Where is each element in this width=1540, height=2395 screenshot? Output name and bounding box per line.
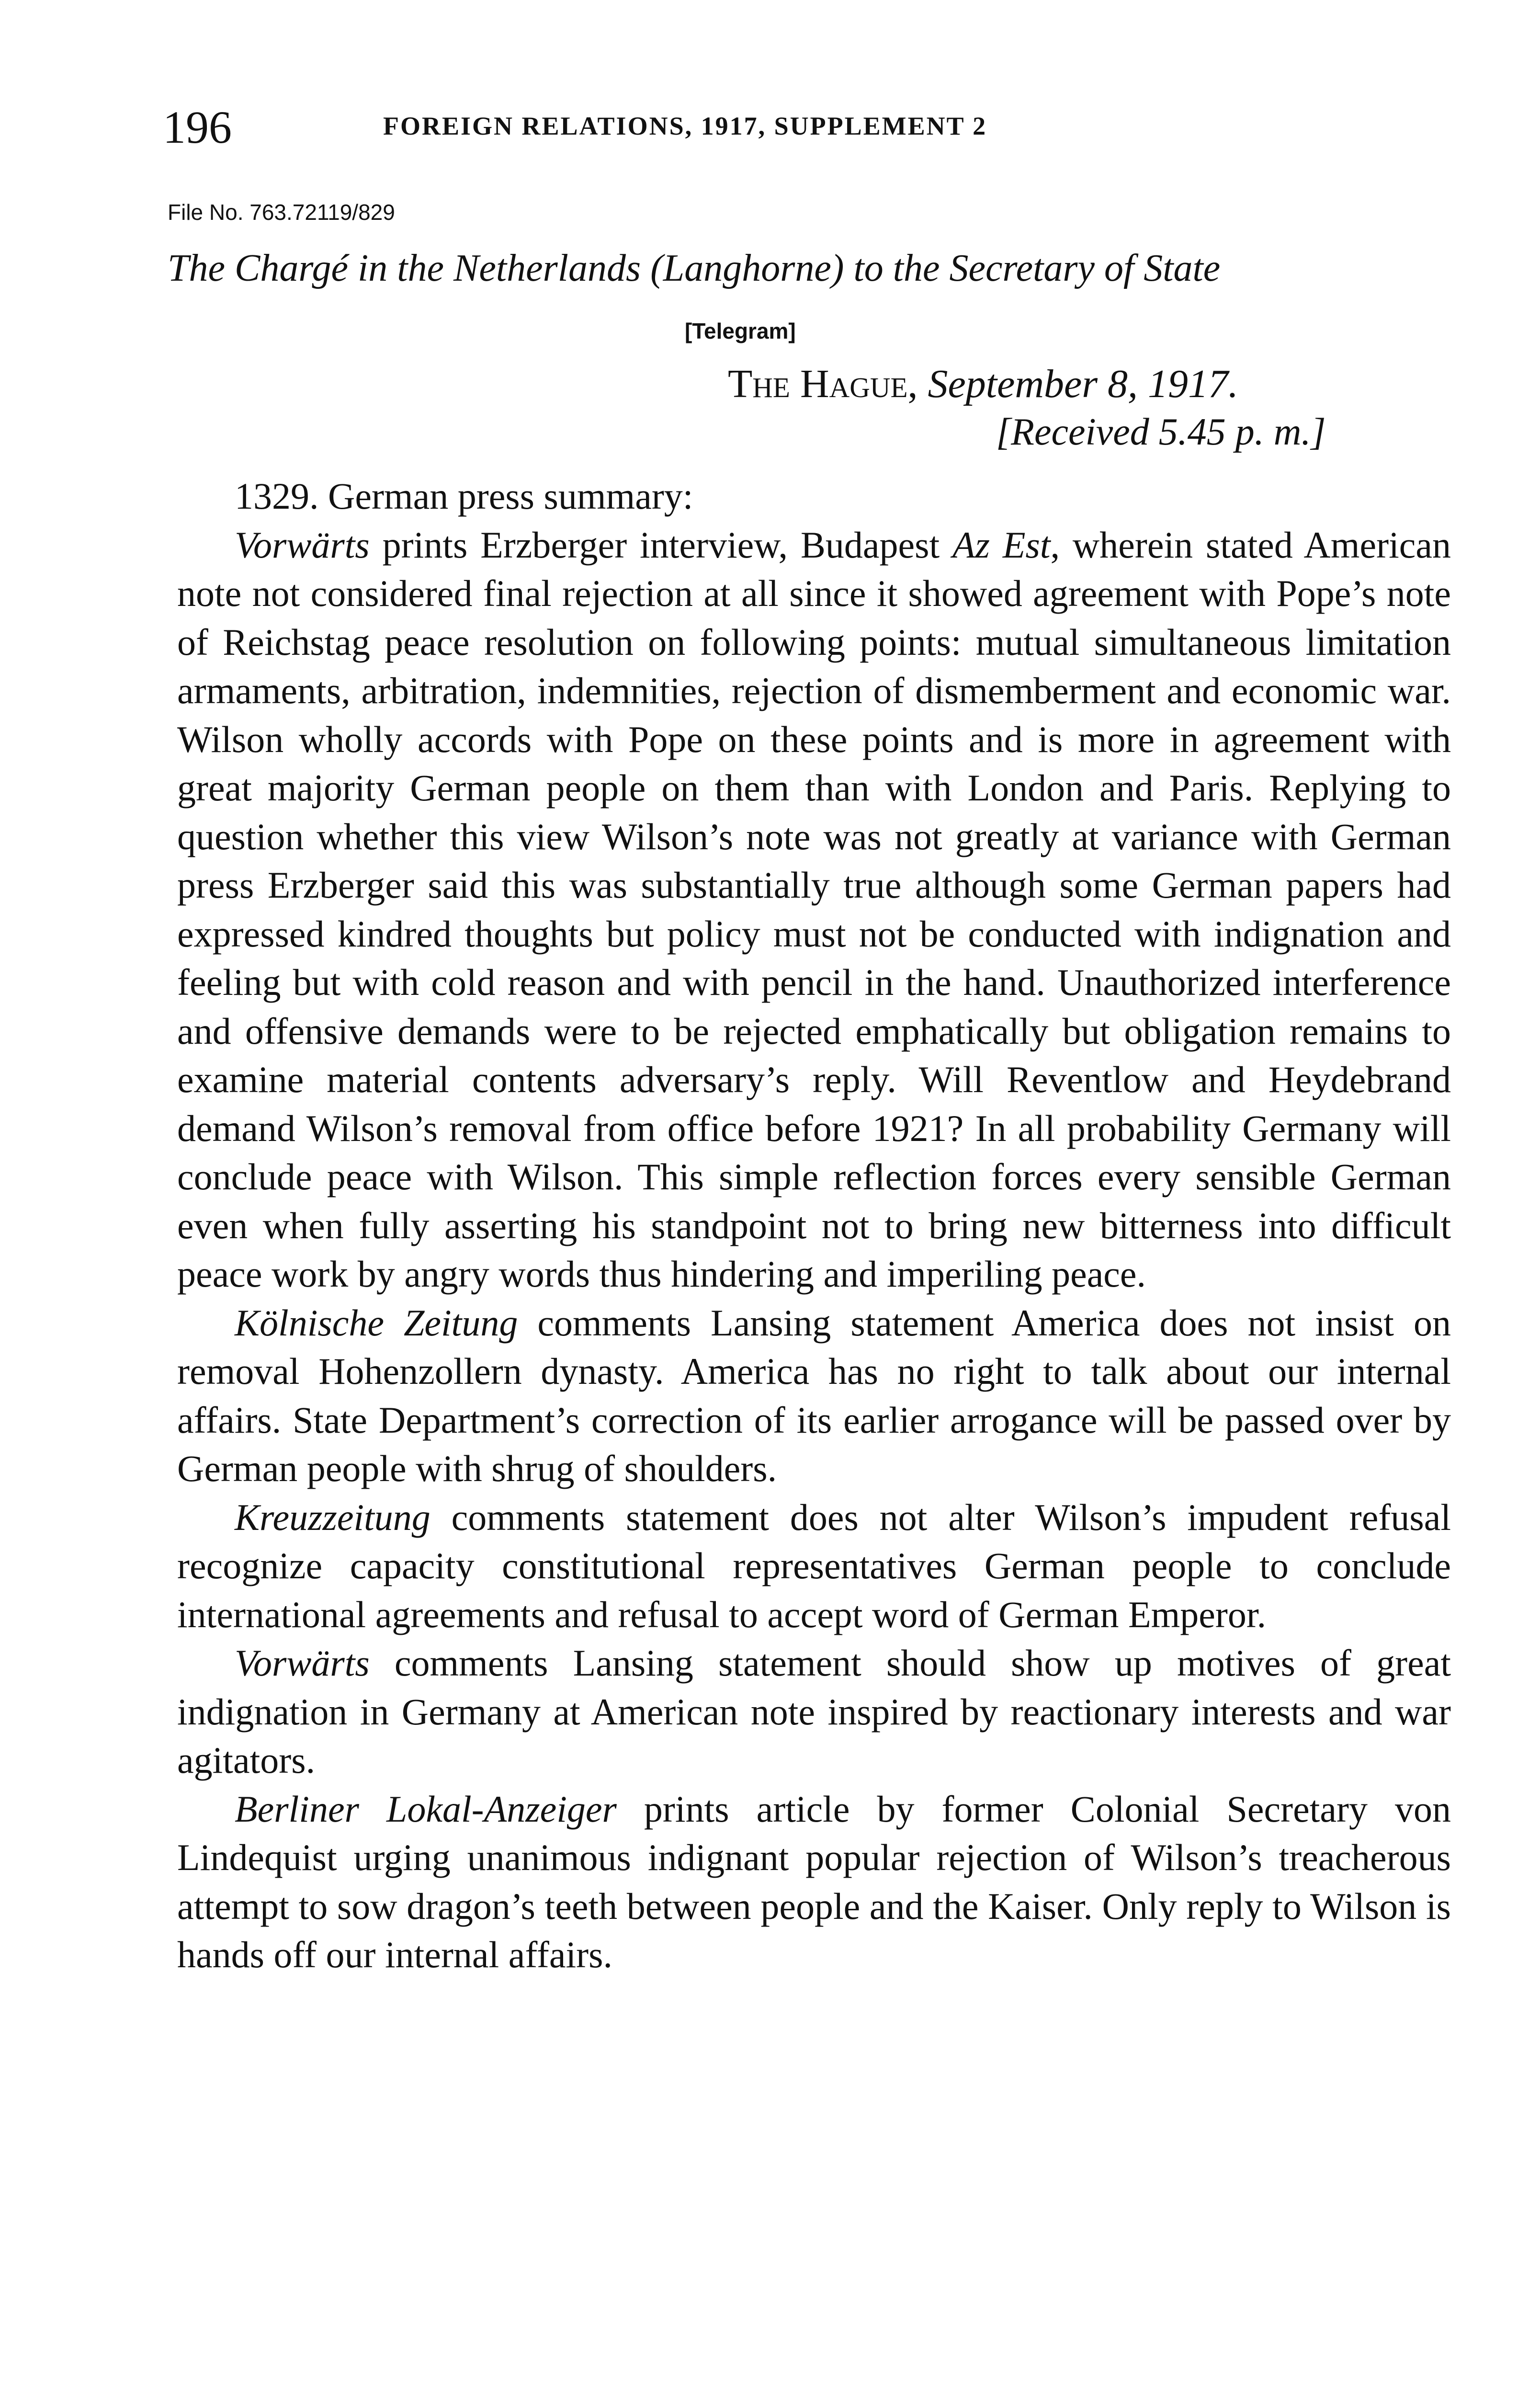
publication-name: Kreuzzeitung bbox=[235, 1496, 430, 1538]
publication-name: Vorwärts bbox=[235, 524, 370, 566]
paragraph-berliner-lokal-anzeiger bbox=[177, 1785, 1451, 1979]
paragraph-text: comments Lansing statement America does not insist on removal Hohenzollern dynasty. America has no right to talk about our internal affairs. State Department’s correction of its earlier arrogance will be passed over by German people with shrug of shoulders. bbox=[177, 1301, 1451, 1489]
paragraph-text: prints article by former Colonial Secretary von Lindequist urging unanimous indignant popular rejection of Wilson’s treacherous attempt to sow dragon’s teeth between people and the Kaiser. Only reply to Wilson is hands off our internal affairs. bbox=[177, 1788, 1451, 1975]
running-head: FOREIGN RELATIONS, 1917, SUPPLEMENT 2 bbox=[383, 112, 987, 140]
intro-line: 1329. German press summary: bbox=[235, 475, 693, 517]
page-number: 196 bbox=[163, 102, 232, 153]
paragraph-vorwaerts-interview bbox=[177, 521, 1451, 1299]
paragraph-text: comments Lansing statement should show up motives of great indignation in Germany at American note inspired by reactionary interests and war agitators. bbox=[177, 1642, 1451, 1781]
paragraph-koelnische-zeitung bbox=[177, 1299, 1451, 1493]
file-number: File No. 763.72119/829 bbox=[168, 200, 395, 225]
publication-name: Kölnische Zeitung bbox=[235, 1301, 518, 1344]
dateline bbox=[728, 364, 1238, 404]
dateline-place: The Hague, bbox=[728, 362, 918, 406]
publication-name: Az Est bbox=[952, 524, 1051, 566]
page-header bbox=[163, 104, 1437, 171]
document-type: [Telegram] bbox=[685, 319, 796, 343]
telegram-body bbox=[177, 472, 1451, 1979]
paragraph-text: , wherein stated American note not considered final rejection at all since it showed agreement with Pope’s note of Reichstag peace resolution on following points: mutual simultaneous limitation armaments, arbitration, indemnities, rejection of dismemberment and economic war. Wilson wholly accords with Pope on these points and is more in agreement with great majority German people on them than with London and Paris. Replying to question whether this view Wilson’s note was not greatly at variance with German press Erzberger said this was substantially true although some German papers had expressed kindred thoughts but policy must not be conducted with indignation and feeling but with cold reason and with pencil in the hand. Unauthorized interference and offensive demands were to be rejected emphatically but obligation remains to examine material contents adversary’s reply. Will Reventlow and Heydebrand demand Wilson’s removal from office before 1921? In all probability Germany will conclude peace with Wilson. This simple reflection forces every sensible German even when fully asserting his standpoint not to bring new bitterness into difficult peace work by angry words thus hindering and imperiling peace. bbox=[177, 524, 1451, 1295]
paragraph-kreuzzeitung bbox=[177, 1493, 1451, 1639]
paragraph-vorwaerts-comments bbox=[177, 1639, 1451, 1785]
publication-name: Vorwärts bbox=[235, 1642, 370, 1684]
publication-name: Berliner Lokal-Anzeiger bbox=[235, 1788, 617, 1830]
dateline-date: September 8, 1917. bbox=[928, 362, 1239, 406]
document-title: The Chargé in the Netherlands (Langhorne) to the Secretary of State bbox=[168, 247, 1221, 289]
paragraph-text: prints Erzberger interview, Budapest bbox=[369, 524, 953, 566]
received-time: [Received 5.45 p. m.] bbox=[996, 411, 1326, 453]
paragraph-text: comments statement does not alter Wilson’s impudent refusal recognize capacity constitutional representatives German people to conclude international agreements and refusal to accept word of German Emperor. bbox=[177, 1496, 1451, 1635]
